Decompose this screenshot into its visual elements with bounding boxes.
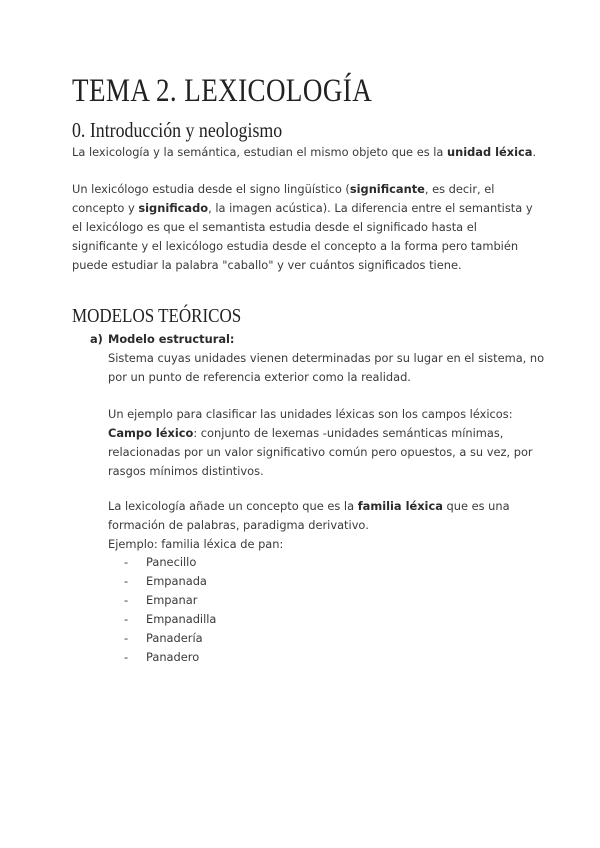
bullet-dash: - — [124, 631, 129, 645]
list-item-label: Modelo estructural: — [108, 332, 235, 346]
bold-term: familia léxica — [357, 499, 443, 513]
list-item-text: Empanadilla — [146, 612, 217, 626]
bullet-dash: - — [124, 612, 129, 626]
paragraph-text: , la imagen acústica). La diferencia entre el semantista y el lexicólogo es que el semantista estudia desde el significado hasta el significante y el lexicólogo estudia desde el concepto a la forma pero también puede estudiar la palabra "caballo" y ver cuántos significados tiene. — [72, 201, 533, 272]
campo-lexico-paragraph — [108, 405, 548, 481]
paragraph-text: , es decir, el concepto y — [72, 182, 495, 215]
list-item-text: Panadería — [146, 631, 203, 645]
page-title: TEMA 2. LEXICOLOGÍA — [72, 73, 373, 109]
bold-term: Campo léxico — [108, 426, 194, 440]
bullet-dash: - — [124, 574, 129, 588]
example-label: Ejemplo: familia léxica de pan: — [108, 537, 284, 551]
list-item — [124, 648, 216, 667]
section-heading-intro: 0. Introducción y neologismo — [72, 118, 283, 142]
bold-term: significado — [138, 201, 209, 215]
paragraph-text: : conjunto de lexemas -unidades semánticas mínimas, relacionadas por un valor significativo común pero opuestos, a su vez, por rasgos mínimos distintivos. — [108, 426, 533, 478]
section-heading-models: MODELOS TEÓRICOS — [72, 305, 242, 327]
list-item — [124, 591, 216, 610]
familia-lexica-paragraph — [108, 497, 548, 554]
list-item-text: Empanada — [146, 574, 207, 588]
paragraph-text: Un lexicólogo estudia desde el signo lingüístico ( — [72, 182, 350, 196]
paragraph-text: Un ejemplo para clasificar las unidades léxicas son los campos léxicos: — [108, 407, 513, 421]
word-family-list — [124, 553, 216, 667]
list-item-text: Empanar — [146, 593, 198, 607]
list-item-text: Panadero — [146, 650, 200, 664]
list-item — [124, 629, 216, 648]
paragraph-text: que es una formación de palabras, paradigma derivativo. — [108, 499, 510, 532]
list-marker: a) — [90, 332, 103, 346]
list-item-model-a — [90, 330, 234, 349]
paragraph-text: . — [532, 145, 537, 159]
list-item — [124, 572, 216, 591]
list-item — [124, 553, 216, 572]
list-item — [124, 610, 216, 629]
paragraph-intro — [72, 143, 542, 162]
model-description: Sistema cuyas unidades vienen determinadas por su lugar en el sistema, no por un punto de referencia exterior como la realidad. — [108, 351, 545, 384]
paragraph-text: La lexicología y la semántica, estudian el mismo objeto que es la — [72, 145, 448, 159]
bullet-dash: - — [124, 555, 129, 569]
list-item-text: Panecillo — [146, 555, 197, 569]
paragraph-lexicologo — [72, 180, 542, 275]
bullet-dash: - — [124, 593, 129, 607]
bullet-dash: - — [124, 650, 129, 664]
bold-term: unidad léxica — [447, 145, 533, 159]
paragraph-text: La lexicología añade un concepto que es la — [108, 499, 358, 513]
bold-term: significante — [349, 182, 425, 196]
